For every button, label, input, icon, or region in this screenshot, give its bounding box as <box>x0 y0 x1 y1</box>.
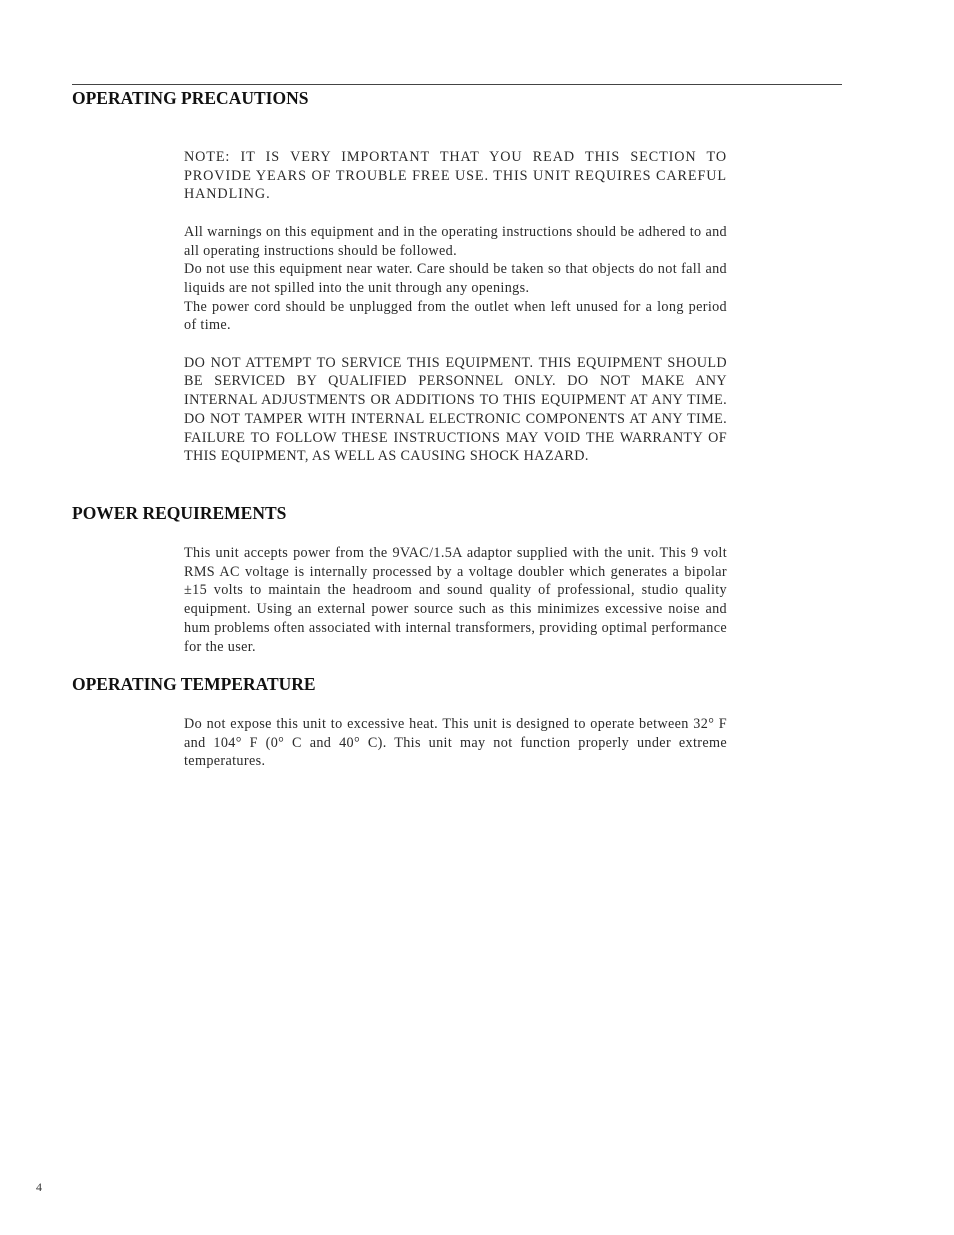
precautions-warnings: All warnings on this equipment and in the operating instructions should be adhered to and all operating instructions should be followed. <box>184 223 727 259</box>
section-title-power-requirements: POWER REQUIREMENTS <box>72 503 287 523</box>
operating-temperature-text: Do not expose this unit to excessive heat. This unit is designed to operate between 32° F and 104° F (0° C and 40° C). This unit may not function properly under extreme temperatures. <box>184 716 727 770</box>
precautions-note: NOTE: IT IS VERY IMPORTANT THAT YOU READ THIS SECTION TO PROVIDE YEARS OF TROUBLE FREE USE. THIS UNIT REQUIRES CAREFUL HANDLING. <box>184 149 727 203</box>
precautions-water: Do not use this equipment near water. Care should be taken so that objects do not fall and liquids are not spilled into the unit through any openings. <box>184 261 727 296</box>
section-title-operating-precautions: OPERATING PRECAUTIONS <box>72 88 309 108</box>
power-requirements-text: This unit accepts power from the 9VAC/1.5A adaptor supplied with the unit. This 9 volt RMS AC voltage is internally processed by a voltage doubler which generates a bipolar ±15 volts to maintain the headroom and sound quality of professional, studio quality equipment. Using an external power source such as this minimizes excessive noise and hum problems often associated with internal transformers, providing optimal performance for the user. <box>184 545 727 655</box>
header-rule <box>72 84 842 85</box>
page-number: 4 <box>36 1180 42 1194</box>
section-title-operating-temperature: OPERATING TEMPERATURE <box>72 674 316 694</box>
operating-temperature-body <box>184 715 727 771</box>
precautions-power-cord: The power cord should be unplugged from the outlet when left unused for a long period of time. <box>184 298 727 334</box>
power-requirements-body <box>184 544 727 656</box>
precautions-body <box>184 148 727 466</box>
precautions-service-warning: DO NOT ATTEMPT TO SERVICE THIS EQUIPMENT. THIS EQUIPMENT SHOULD BE SERVICED BY QUALIFIED PERSONNEL ONLY. DO NOT MAKE ANY INTERNAL ADJUSTMENTS OR ADDITIONS TO THIS EQUIPMENT AT ANY TIME. DO NOT TAMPER WITH INTERNAL ELECTRONIC COMPONENTS AT ANY TIME. FAILURE TO FOLLOW THESE INSTRUCTIONS MAY VOID THE WARRANTY OF THIS EQUIPMENT, AS WELL AS CAUSING SHOCK HAZARD. <box>184 354 727 465</box>
